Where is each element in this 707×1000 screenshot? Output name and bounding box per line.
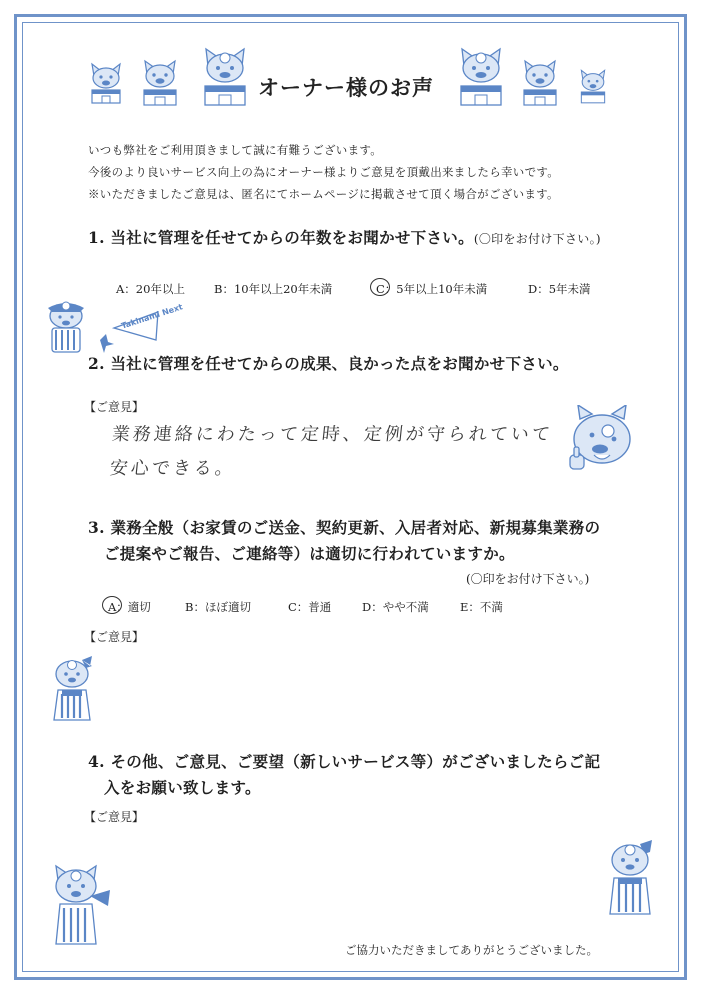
intro-line-3: ※いただきましたご意見は、匿名にてホームページに掲載させて頂く場合がございます。 <box>88 187 559 201</box>
q3-opinion-label: 【ご意見】 <box>84 630 145 644</box>
q4-opinion-label: 【ご意見】 <box>84 810 145 824</box>
q3-option-a[interactable]: A：適切 <box>108 600 151 614</box>
bulldog-mascot-icon <box>140 58 180 108</box>
intro-line-2: 今後のより良いサービス向上の為にオーナー様よりご意見を頂戴出来ましたら幸いです。 <box>88 165 560 179</box>
question-3-note: (〇印をお付け下さい。) <box>466 572 590 586</box>
q3-option-c[interactable]: C：普通 <box>288 600 332 614</box>
bulldog-mascot-icon <box>456 46 506 108</box>
q2-opinion-label: 【ご意見】 <box>84 400 145 414</box>
question-3-line-2: ご提案やご報告、ご連絡等）は適切に行われていますか。 <box>104 544 515 563</box>
question-3-line-1: 3. 業務全般（お家賃のご送金、契約更新、入居者対応、新規募集業務の <box>88 518 601 537</box>
q2-handwritten-answer-line-1: 業務連絡にわたって定時、定例が守られていて <box>110 424 554 445</box>
question-1-note: (〇印をお付け下さい。) <box>473 232 601 246</box>
bulldog-flag-mascot-icon <box>50 864 112 948</box>
bulldog-mascot-icon <box>200 46 250 108</box>
pennant-brand-text: Takinami Next <box>120 302 184 331</box>
bulldog-girl-mascot-icon <box>48 656 96 726</box>
q1-option-d[interactable]: D：5年未満 <box>528 282 591 296</box>
bulldog-mascot-icon <box>88 62 124 106</box>
question-1-text: 1. 当社に管理を任せてからの年数をお聞かせ下さい。 <box>88 228 474 247</box>
page-title: オーナー様のお声 <box>258 75 434 100</box>
question-2-text: 2. 当社に管理を任せてからの成果、良かった点をお聞かせ下さい。 <box>88 354 569 373</box>
q2-handwritten-answer-line-2: 安心できる。 <box>108 458 237 479</box>
q1-option-a[interactable]: A：20年以上 <box>116 282 185 296</box>
q1-option-c[interactable]: C：5年以上10年未満 <box>376 282 488 296</box>
bulldog-girl-mascot-icon <box>604 840 656 920</box>
question-4-line-2: 入をお願い致します。 <box>104 778 261 797</box>
mascot-pennant-illustration <box>40 298 160 360</box>
question-4-line-1: 4. その他、ご意見、ご要望（新しいサービス等）がございましたらご記 <box>88 752 601 771</box>
q3-option-b[interactable]: B：ほぼ適切 <box>185 600 251 614</box>
bulldog-mascot-icon <box>520 58 560 108</box>
bulldog-mascot-icon <box>578 68 608 106</box>
q3-option-e[interactable]: E：不満 <box>460 600 503 614</box>
q3-option-d[interactable]: D：やや不満 <box>362 600 429 614</box>
question-1 <box>88 226 601 248</box>
intro-line-1: いつも弊社をご利用頂きまして誠に有難うございます。 <box>88 143 383 157</box>
bulldog-thumbs-up-icon <box>566 405 638 475</box>
footer-thanks: ご協力いただきましてありがとうございました。 <box>345 943 598 957</box>
q1-option-b[interactable]: B：10年以上20年未満 <box>214 282 333 296</box>
